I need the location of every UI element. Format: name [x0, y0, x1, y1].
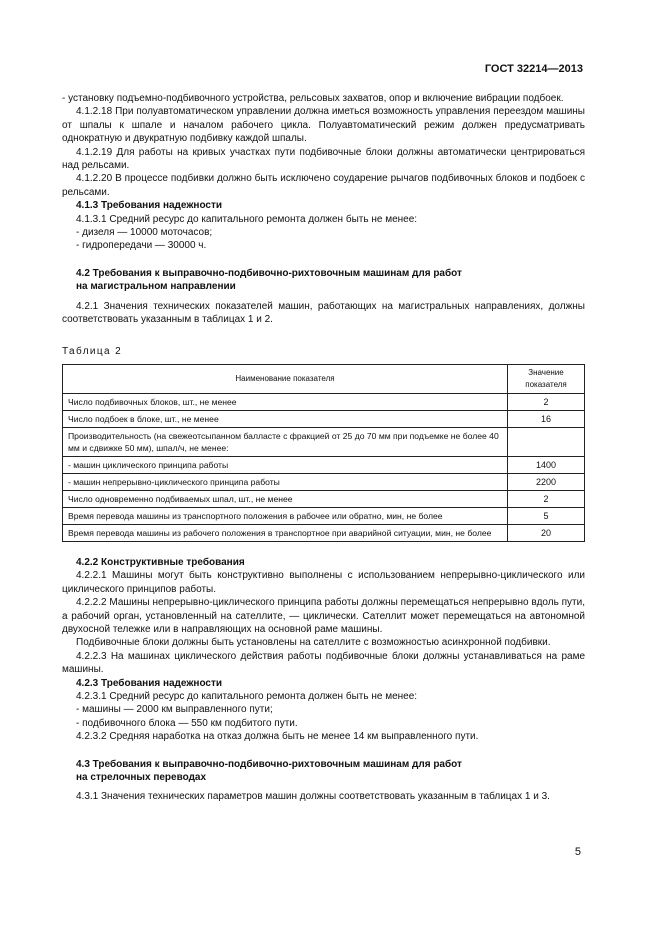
section-heading: 4.3 Требования к выправочно-подбивочно-рихтовочным машинам для работ — [76, 758, 462, 770]
section-heading-cont: на магистральном направлении — [76, 281, 236, 293]
table-caption: Таблица 2 — [62, 345, 123, 357]
table-cell-name: Время перевода машины из рабочего положения в транспортное при аварийной ситуации, мин, не более — [63, 524, 508, 541]
paragraph: 4.1.2.19 Для работы на кривых участках пути подбивочные блоки должны автоматически центрироваться над рельсами. — [62, 146, 585, 172]
table-header-row — [63, 364, 585, 393]
table-row — [63, 456, 585, 473]
parameters-table — [62, 364, 585, 542]
section-heading: 4.2.3 Требования надежности — [76, 677, 223, 689]
table-cell-name: - машин циклического принципа работы — [63, 456, 508, 473]
table-cell-name: Производительность (на свежеотсыпанном балласте с фракцией от 25 до 70 мм при подъемке не более 40 мм и сдвижке 50 мм), шпал/ч, не менее: — [63, 427, 508, 456]
column-header-name: Наименование показателя — [63, 364, 508, 393]
paragraph: 4.2.2.1 Машины могут быть конструктивно выполнены с использованием непрерывно-циклического или циклического принципов работы. — [62, 570, 585, 595]
paragraph: Подбивочные блоки должны быть установлены на сателлите с возможностью асинхронной подбивки. — [76, 637, 551, 649]
table-cell-value: 1400 — [508, 456, 585, 473]
list-item: - гидропередачи — 30000 ч. — [76, 240, 207, 252]
list-item: - дизеля — 10000 моточасов; — [76, 227, 213, 239]
table-row — [63, 507, 585, 524]
table-row — [63, 524, 585, 541]
column-header-value: Значение показателя — [508, 364, 585, 393]
section-heading: 4.1.3 Требования надежности — [76, 200, 223, 212]
table-cell-value: 2 — [508, 393, 585, 410]
section-heading: 4.2 Требования к выправочно-подбивочно-рихтовочным машинам для работ — [76, 267, 462, 279]
table-cell-name: Время перевода машины из транспортного положения в рабочее или обратно, мин, не более — [63, 507, 508, 524]
paragraph: - установку подъемно-подбивочного устройства, рельсовых захватов, опор и включение вибрации подбоек. — [62, 93, 564, 104]
table-cell-value: 2 — [508, 490, 585, 507]
table-cell-name: Число подбивочных блоков, шт., не менее — [63, 393, 508, 410]
paragraph: 4.3.1 Значения технических параметров машин должны соответствовать указанным в таблицах 1 и 3. — [76, 791, 550, 803]
paragraph: 4.2.2.2 Машины непрерывно-циклического принципа работы должны перемещаться непрерывно вдоль пути, а рабочий орган, установленный на сателлите, — циклически. Сателлит может перемещаться на автономной двухосной тележке или в направляющих на основной раме машины. — [62, 597, 585, 635]
paragraph: 4.2.3.1 Средний ресурс до капитального ремонта должен быть не менее: — [76, 690, 418, 702]
table-cell-value: 2200 — [508, 473, 585, 490]
document-code: ГОСТ 32214—2013 — [484, 63, 583, 75]
table-cell-value: 16 — [508, 410, 585, 427]
page-body — [62, 92, 585, 804]
table-cell-value: 5 — [508, 507, 585, 524]
section-heading: 4.2.2 Конструктивные требования — [76, 556, 245, 568]
paragraph: 4.1.2.20 В процессе подбивки должно быть исключено соударение рычагов подбивочных блоков и подбоек с рельсами. — [62, 173, 585, 198]
list-item: - подбивочного блока — 550 км подбитого пути. — [76, 717, 298, 729]
paragraph: 4.2.2.3 На машинах циклического действия работы подбивочные блоки должны устанавливаться на раме машины. — [62, 650, 585, 676]
table-cell-value: 20 — [508, 524, 585, 541]
section-heading-cont: на стрелочных переводах — [76, 772, 207, 783]
table-cell-value — [508, 427, 585, 456]
table-cell-name: - машин непрерывно-циклического принципа работы — [63, 473, 508, 490]
table-row — [63, 427, 585, 456]
table-cell-name: Число подбоек в блоке, шт., не менее — [63, 410, 508, 427]
paragraph: 4.1.2.18 При полуавтоматическом управлении должна иметься возможность управления переездом машины от шпалы к шпале и началом рабочего цикла. Полуавтоматический режим должен предусматривать однократную и двукратную подбивку каждой шпалы. — [62, 106, 585, 145]
table-row — [63, 410, 585, 427]
paragraph: 4.2.3.2 Средняя наработка на отказ должна быть не менее 14 км выправленного пути. — [76, 731, 479, 743]
table-row — [63, 490, 585, 507]
page-number: 5 — [574, 846, 581, 858]
table-cell-name: Число одновременно подбиваемых шпал, шт., не менее — [63, 490, 508, 507]
table-row — [63, 393, 585, 410]
paragraph: 4.1.3.1 Средний ресурс до капитального ремонта должен быть не менее: — [76, 213, 418, 225]
table-row — [63, 473, 585, 490]
paragraph: 4.2.1 Значения технических показателей машин, работающих на магистральных направлениях, должны соответствовать указанным в таблицах 1 и 2. — [62, 300, 585, 326]
list-item: - машины — 2000 км выправленного пути; — [76, 704, 273, 716]
